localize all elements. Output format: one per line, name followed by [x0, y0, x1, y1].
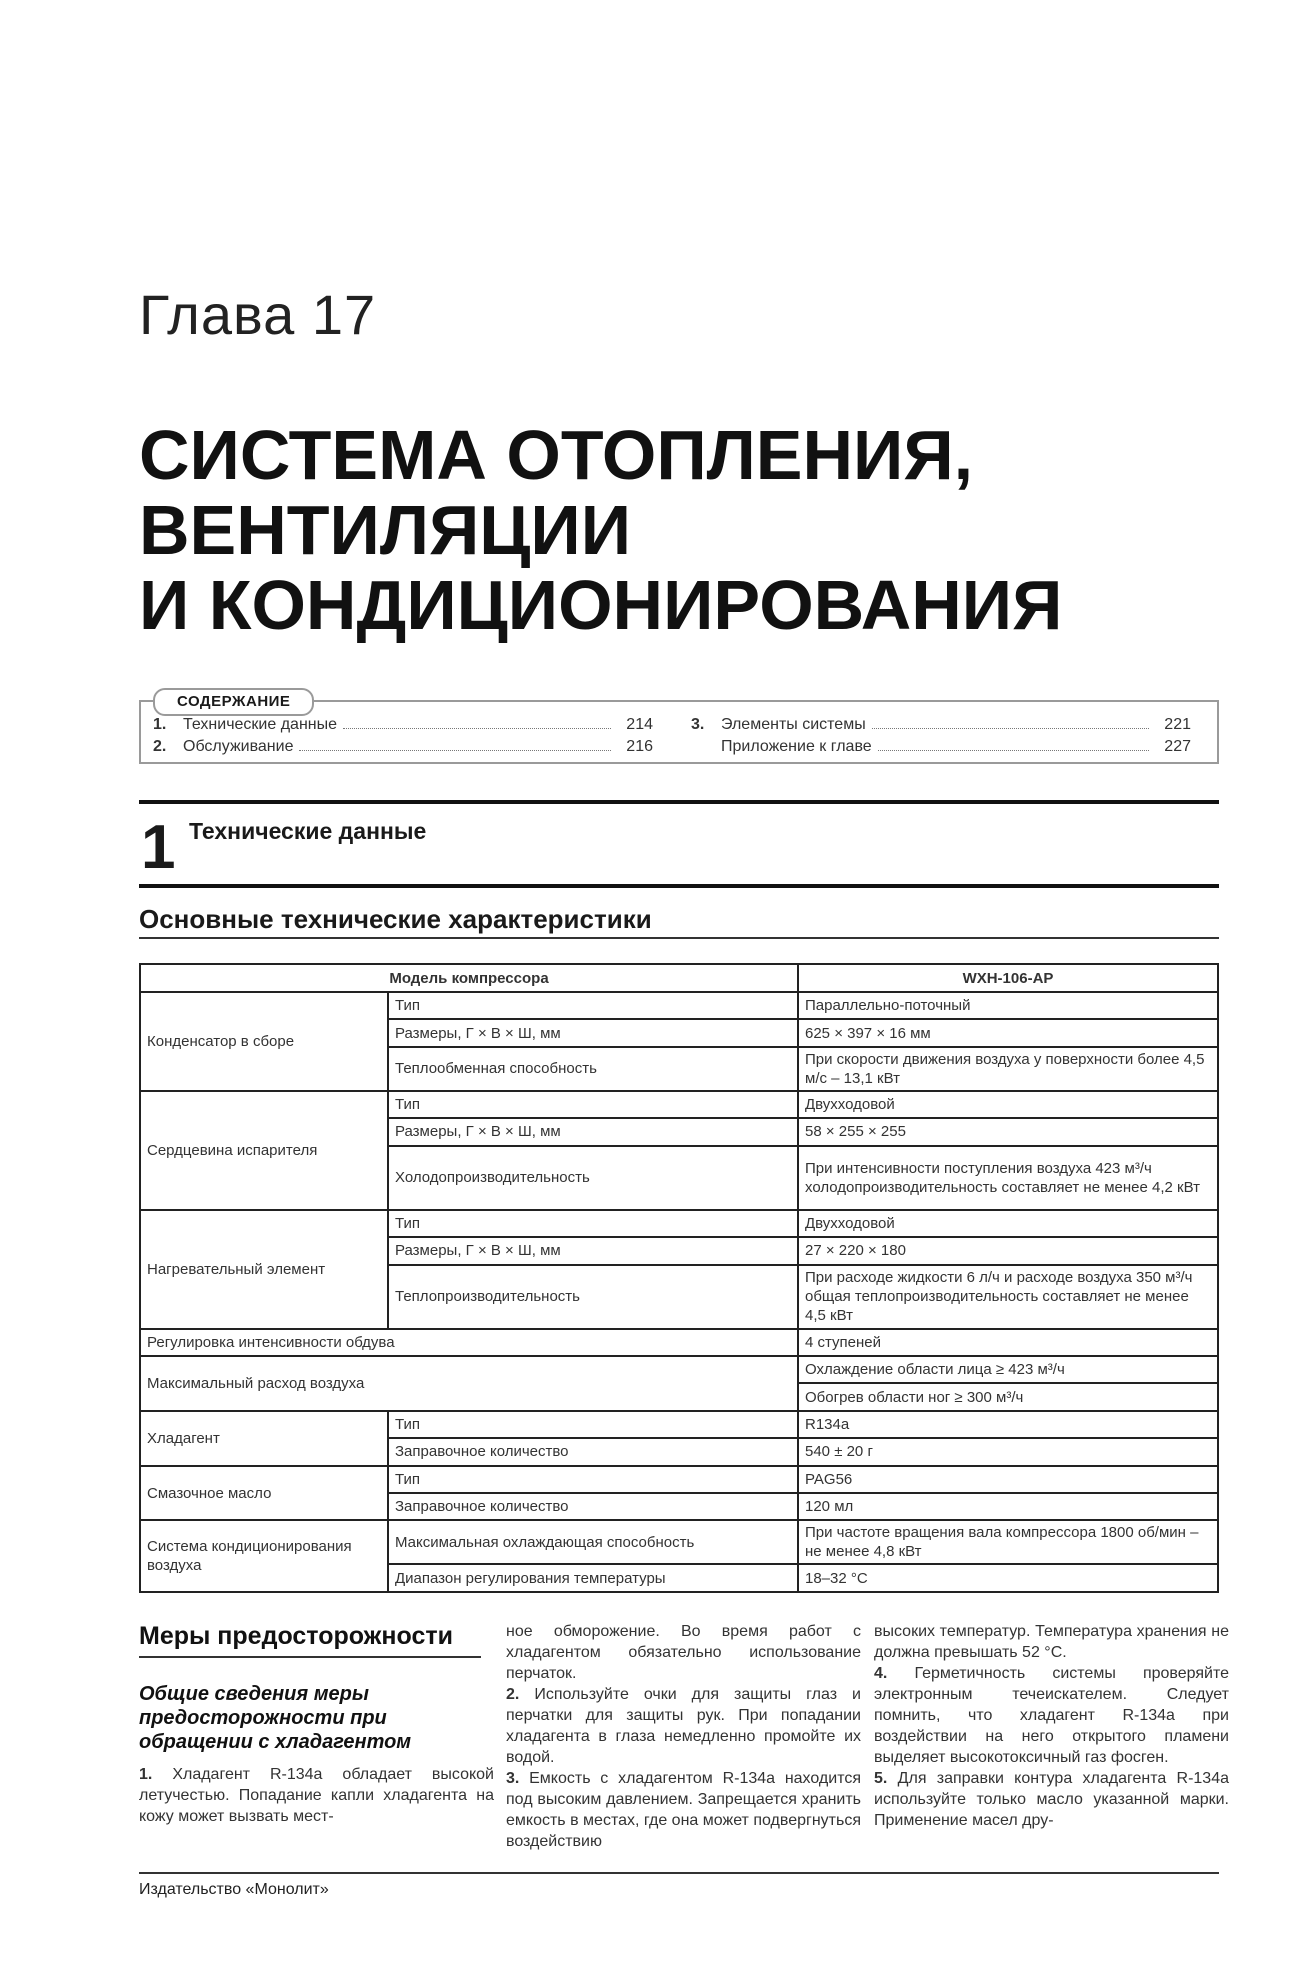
section-top-rule — [139, 800, 1219, 804]
toc-leader-dots — [343, 716, 611, 729]
table-cell: При интенсивности поступления воздуха 423 м³/ч холодопроизводительность составляет не менее 4,2 кВт — [798, 1146, 1218, 1210]
table-group-label: Хладагент — [140, 1411, 388, 1466]
section-number: 1 — [141, 813, 176, 882]
table-cell: Тип — [388, 1411, 798, 1438]
section-bottom-rule — [139, 884, 1219, 888]
table-cell: Диапазон регулирования температуры — [388, 1564, 798, 1592]
paragraph — [139, 1764, 494, 1827]
table-cell: 58 × 255 × 255 — [798, 1118, 1218, 1145]
text-column — [506, 1621, 861, 1852]
table-header-cell: WXH-106-AP — [798, 964, 1218, 992]
table-row — [140, 1356, 1218, 1383]
table-cell: Тип — [388, 992, 798, 1019]
toc-entry-number: 1. — [153, 716, 167, 733]
table-row — [140, 992, 1218, 1019]
table-row — [140, 1210, 1218, 1237]
paragraph-text: Емкость с хладагентом R-134a находится под высоким давлением. Запрещается хранить емкость в местах, где она может подвергнуться воздействию — [506, 1770, 862, 1850]
toc-entry[interactable] — [153, 716, 653, 738]
table-group-label: Регулировка интенсивности обдува — [140, 1329, 798, 1356]
chapter-title-line: ВЕНТИЛЯЦИИ — [139, 491, 632, 569]
table-cell: 625 × 397 × 16 мм — [798, 1019, 1218, 1046]
toc-entry-text: Обслуживание — [183, 738, 294, 755]
toc-entry-number: 3. — [691, 716, 705, 733]
table-cell: Максимальная охлаждающая способность — [388, 1520, 798, 1564]
table-cell: Охлаждение области лица ≥ 423 м³/ч — [798, 1356, 1218, 1383]
toc-leader-dots — [878, 738, 1149, 751]
paragraph-text: Хладагент R-134a обладает высокой летучестью. Попадание капли хладагента на кожу может вызвать мест- — [139, 1766, 494, 1825]
table-header-cell: Модель компрессора — [140, 964, 798, 992]
paragraph-number: 1. — [139, 1766, 153, 1783]
table-cell: Заправочное количество — [388, 1438, 798, 1465]
section-title: Технические данные — [189, 818, 427, 844]
table-cell: Размеры, Г × В × Ш, мм — [388, 1019, 798, 1046]
table-group-label: Смазочное масло — [140, 1466, 388, 1521]
toc-column-left — [153, 716, 653, 760]
text-column — [139, 1621, 494, 1827]
table-row — [140, 1329, 1218, 1356]
paragraph — [874, 1663, 1229, 1768]
subsection-rule — [139, 937, 1219, 939]
table-cell: Параллельно-поточный — [798, 992, 1218, 1019]
table-cell: При частоте вращения вала компрессора 1800 об/мин – не менее 4,8 кВт — [798, 1520, 1218, 1564]
table-cell: R134a — [798, 1411, 1218, 1438]
table-group-label: Максимальный расход воздуха — [140, 1356, 798, 1411]
table-cell: 120 мл — [798, 1493, 1218, 1520]
toc-entry-text: Технические данные — [183, 716, 338, 733]
table-cell: При расходе жидкости 6 л/ч и расходе воздуха 350 м³/ч общая теплопроизводительность составляет не менее 4,5 кВт — [798, 1265, 1218, 1329]
table-cell: Размеры, Г × В × Ш, мм — [388, 1118, 798, 1145]
paragraph-text: высоких температур. Температура хранения не должна превышать 52 °С. — [874, 1623, 1229, 1661]
toc-entry-text: Элементы системы — [721, 716, 866, 733]
toc-entry-page: 216 — [626, 738, 653, 755]
table-cell: Тип — [388, 1210, 798, 1237]
paragraph-number: 4. — [874, 1665, 888, 1682]
table-cell: 4 ступеней — [798, 1329, 1218, 1356]
toc-leader-dots — [872, 716, 1149, 729]
paragraph-text: ное обморожение. Во время работ с хладагентом обязательно использование перчаток. — [506, 1623, 861, 1682]
subsection-title: Основные технические характеристики — [139, 904, 652, 934]
precautions-subtitle: Общие сведения меры предосторожности при обращении с хладагентом — [139, 1683, 412, 1753]
table-cell: Теплообменная способность — [388, 1047, 798, 1091]
table-cell: PAG56 — [798, 1466, 1218, 1493]
precautions-rule — [139, 1656, 481, 1658]
precautions-title: Меры предосторожности — [139, 1622, 453, 1650]
footer-publisher: Издательство «Монолит» — [139, 1881, 329, 1898]
toc-leader-dots — [299, 738, 611, 751]
chapter-title-line: И КОНДИЦИОНИРОВАНИЯ — [139, 566, 1063, 644]
paragraph — [506, 1621, 861, 1684]
paragraph-text: Для заправки контура хладагента R-134a используйте только масло указанной марки. Применение масел дру- — [874, 1770, 1230, 1829]
paragraph-text: Используйте очки для защиты глаз и перчатки для защиты рук. При попадании хладагента в глаза немедленно промойте их водой. — [506, 1686, 861, 1766]
table-row — [140, 1091, 1218, 1118]
table-row — [140, 1411, 1218, 1438]
toc-entry[interactable] — [691, 716, 1191, 738]
paragraph — [874, 1621, 1229, 1663]
table-cell: Теплопроизводительность — [388, 1265, 798, 1329]
table-cell: Размеры, Г × В × Ш, мм — [388, 1237, 798, 1264]
paragraph — [506, 1684, 861, 1768]
toc-entry[interactable] — [153, 738, 653, 760]
paragraph-text: Герметичность системы проверяйте электронным течеискателем. Следует помнить, что хладагент R-134a при воздействии на него открытого пламени выделяет высокотоксичный газ фосген. — [874, 1665, 1229, 1766]
table-cell: 18–32 °С — [798, 1564, 1218, 1592]
paragraph — [874, 1768, 1229, 1831]
table-row — [140, 1520, 1218, 1564]
table-cell: 27 × 220 × 180 — [798, 1237, 1218, 1264]
table-row — [140, 1466, 1218, 1493]
paragraph — [506, 1768, 861, 1852]
paragraph-number: 5. — [874, 1770, 888, 1787]
chapter-title — [139, 418, 1259, 643]
table-group-label: Сердцевина испарителя — [140, 1091, 388, 1210]
table-header-row — [140, 964, 1218, 992]
table-of-contents — [139, 693, 1219, 764]
toc-heading: СОДЕРЖАНИЕ — [153, 688, 314, 716]
toc-entry-page: 227 — [1164, 738, 1191, 755]
table-cell: Обогрев области ног ≥ 300 м³/ч — [798, 1383, 1218, 1410]
table-group-label: Нагревательный элемент — [140, 1210, 388, 1329]
text-column — [874, 1621, 1229, 1831]
toc-column-right — [691, 716, 1191, 760]
footer-rule — [139, 1872, 1219, 1874]
toc-entry[interactable] — [691, 738, 1191, 760]
table-cell: Тип — [388, 1091, 798, 1118]
chapter-title-line: СИСТЕМА ОТОПЛЕНИЯ, — [139, 416, 974, 494]
chapter-label: Глава 17 — [139, 283, 377, 346]
toc-entry-text: Приложение к главе — [721, 738, 872, 755]
table-cell: Двухходовой — [798, 1210, 1218, 1237]
table-group-label: Конденсатор в сборе — [140, 992, 388, 1091]
spec-table — [139, 963, 1219, 1593]
table-cell: Двухходовой — [798, 1091, 1218, 1118]
table-group-label: Система кондиционирования воздуха — [140, 1520, 388, 1592]
table-cell: При скорости движения воздуха у поверхности более 4,5 м/с – 13,1 кВт — [798, 1047, 1218, 1091]
toc-entry-page: 221 — [1164, 716, 1191, 733]
table-cell: Заправочное количество — [388, 1493, 798, 1520]
table-cell: 540 ± 20 г — [798, 1438, 1218, 1465]
paragraph-number: 3. — [506, 1770, 520, 1787]
toc-entry-page: 214 — [626, 716, 653, 733]
paragraph-number: 2. — [506, 1686, 520, 1703]
table-cell: Холодопроизводительность — [388, 1146, 798, 1210]
toc-entry-number: 2. — [153, 738, 167, 755]
table-cell: Тип — [388, 1466, 798, 1493]
